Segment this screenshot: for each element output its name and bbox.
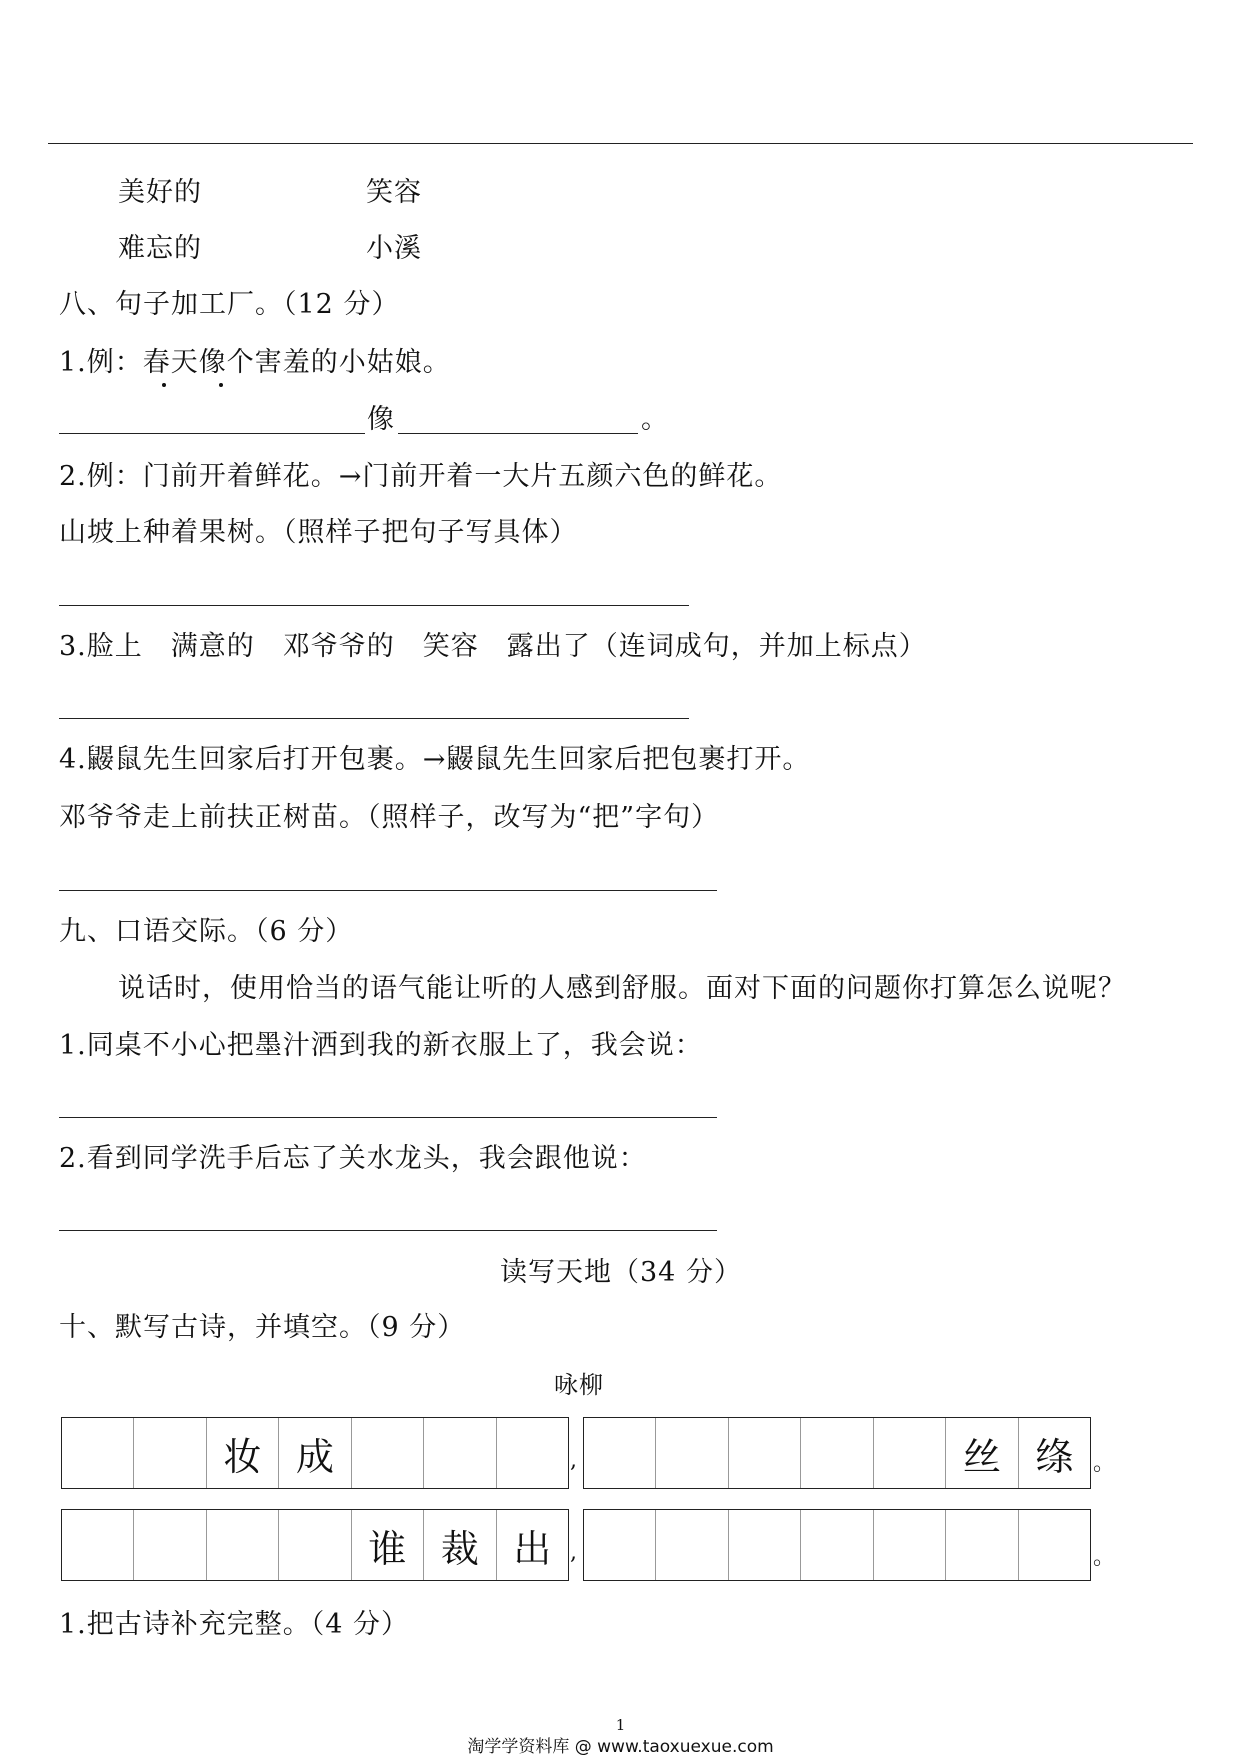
poem-period: 。 bbox=[1093, 1545, 1116, 1570]
poem-cell: 成 bbox=[278, 1418, 350, 1488]
poem-title: 咏柳 bbox=[554, 1371, 604, 1399]
poem-cell[interactable] bbox=[351, 1418, 423, 1488]
poem-cell[interactable] bbox=[496, 1418, 568, 1488]
section-8-q2-task: 山坡上种着果树。（照样子把句子写具体） bbox=[59, 517, 578, 548]
answer-line[interactable] bbox=[59, 1230, 717, 1231]
poem-cell[interactable] bbox=[584, 1510, 655, 1580]
poem-cell[interactable] bbox=[655, 1510, 727, 1580]
poem-grid-row2-left bbox=[61, 1509, 569, 1581]
poem-cell[interactable] bbox=[133, 1418, 205, 1488]
poem-cell: 谁 bbox=[351, 1510, 423, 1580]
poem-cell[interactable] bbox=[584, 1418, 655, 1488]
pair-left-1: 美好的 bbox=[118, 177, 202, 208]
page-number: 1 bbox=[615, 1716, 626, 1734]
answer-line[interactable] bbox=[398, 433, 638, 434]
poem-cell[interactable] bbox=[423, 1418, 495, 1488]
answer-line[interactable] bbox=[59, 433, 365, 434]
poem-cell: 裁 bbox=[423, 1510, 495, 1580]
pair-right-2: 小溪 bbox=[366, 233, 422, 264]
poem-cell[interactable] bbox=[945, 1510, 1017, 1580]
q1-end-mark: 。 bbox=[641, 404, 669, 435]
q1-blank-word: 像 bbox=[367, 404, 395, 435]
poem-cell[interactable] bbox=[873, 1510, 945, 1580]
poem-cell[interactable] bbox=[62, 1418, 133, 1488]
poem-cell: 绦 bbox=[1018, 1418, 1090, 1488]
section-8-q4-task: 邓爷爷走上前扶正树苗。（照样子，改写为“把”字句） bbox=[59, 802, 720, 833]
emphasis-dot bbox=[162, 383, 166, 387]
poem-cell[interactable] bbox=[206, 1510, 278, 1580]
section-8-q3: 3.脸上 满意的 邓爷爷的 笑容 露出了（连词成句，并加上标点） bbox=[59, 631, 927, 662]
poem-cell[interactable] bbox=[278, 1510, 350, 1580]
poem-cell[interactable] bbox=[133, 1510, 205, 1580]
emphasis-dot bbox=[219, 383, 223, 387]
poem-cell: 出 bbox=[496, 1510, 568, 1580]
answer-line[interactable] bbox=[59, 1117, 717, 1118]
poem-grid-row1-right bbox=[583, 1417, 1091, 1489]
section-10-title: 十、默写古诗，并填空。（9 分） bbox=[59, 1312, 466, 1343]
pair-right-1: 笑容 bbox=[366, 177, 422, 208]
poem-comma: , bbox=[570, 1540, 577, 1565]
poem-cell[interactable] bbox=[800, 1418, 872, 1488]
poem-period: 。 bbox=[1093, 1451, 1116, 1476]
poem-cell[interactable] bbox=[62, 1510, 133, 1580]
poem-cell[interactable] bbox=[800, 1510, 872, 1580]
section-8-q1: 1.例：春天像个害羞的小姑娘。 bbox=[59, 347, 451, 378]
top-rule bbox=[48, 143, 1193, 144]
section-8-q2: 2.例：门前开着鲜花。→门前开着一大片五颜六色的鲜花。 bbox=[59, 461, 783, 492]
reading-heading: 读写天地（34 分） bbox=[500, 1257, 742, 1288]
section-9-title: 九、口语交际。（6 分） bbox=[59, 916, 354, 947]
answer-line[interactable] bbox=[59, 890, 717, 891]
poem-cell[interactable] bbox=[728, 1510, 800, 1580]
poem-cell[interactable] bbox=[1018, 1510, 1090, 1580]
section-10-q1: 1.把古诗补充完整。（4 分） bbox=[59, 1609, 410, 1640]
section-9-q1: 1.同桌不小心把墨汁洒到我的新衣服上了，我会说： bbox=[59, 1030, 703, 1061]
answer-line[interactable] bbox=[59, 718, 689, 719]
answer-line[interactable] bbox=[59, 605, 689, 606]
section-9-q2: 2.看到同学洗手后忘了关水龙头，我会跟他说： bbox=[59, 1143, 647, 1174]
poem-cell[interactable] bbox=[728, 1418, 800, 1488]
poem-comma: , bbox=[570, 1448, 577, 1473]
section-8-title: 八、句子加工厂。（12 分） bbox=[59, 289, 400, 320]
source-footer: 淘学学资料库 @ www.taoxuexue.com bbox=[467, 1737, 774, 1757]
poem-cell: 妆 bbox=[206, 1418, 278, 1488]
poem-grid-row1-left bbox=[61, 1417, 569, 1489]
poem-cell: 丝 bbox=[945, 1418, 1017, 1488]
section-8-q4: 4.鼹鼠先生回家后打开包裹。→鼹鼠先生回家后把包裹打开。 bbox=[59, 744, 811, 775]
poem-grid-row2-right bbox=[583, 1509, 1091, 1581]
section-9-intro: 说话时，使用恰当的语气能让听的人感到舒服。面对下面的问题你打算怎么说呢？ bbox=[118, 973, 1126, 1004]
poem-cell[interactable] bbox=[655, 1418, 727, 1488]
poem-cell[interactable] bbox=[873, 1418, 945, 1488]
pair-left-2: 难忘的 bbox=[118, 233, 202, 264]
